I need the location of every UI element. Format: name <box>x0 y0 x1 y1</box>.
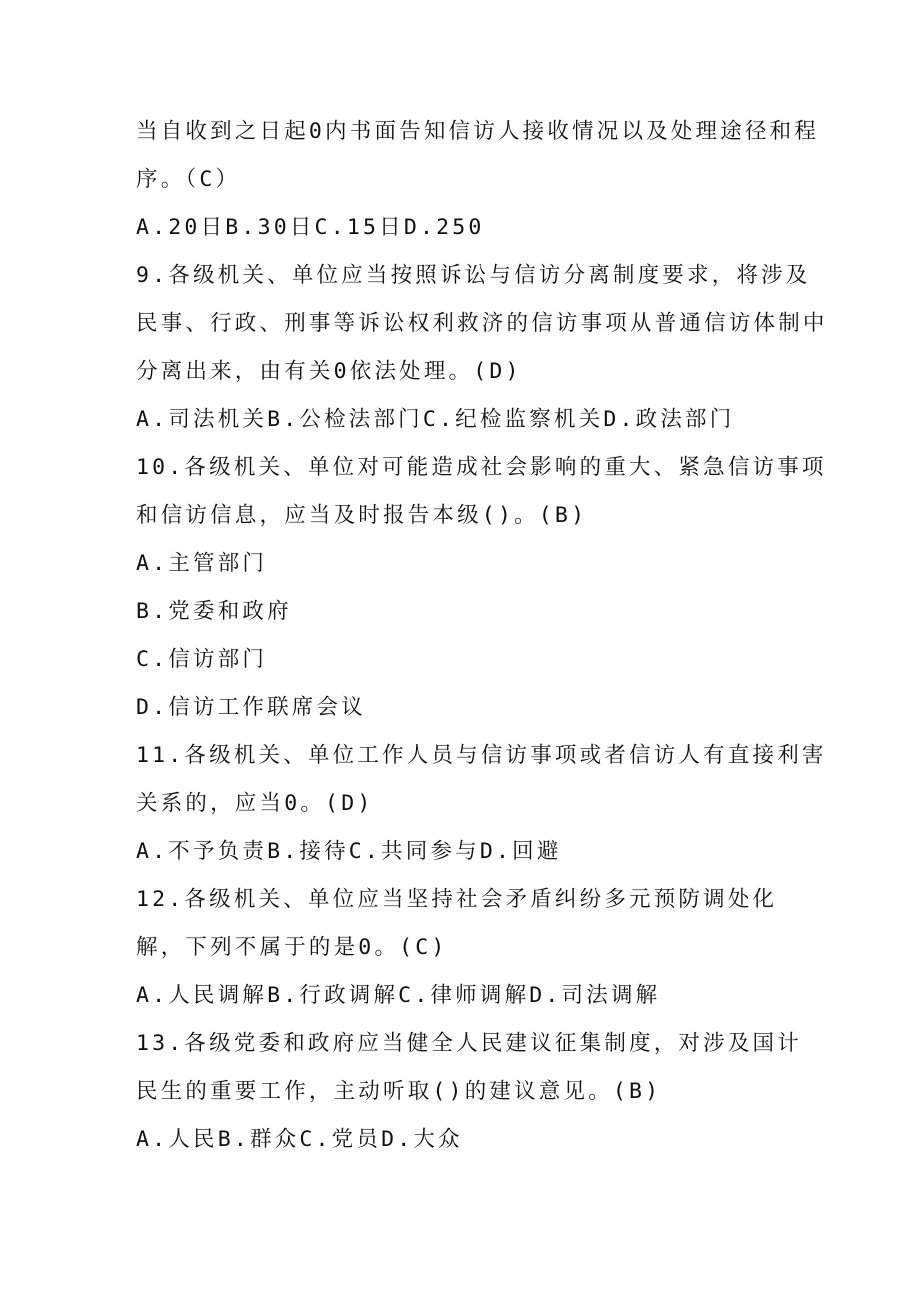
question-13-line-1: 13.各级党委和政府应当健全人民建议征集制度，对涉及国计 <box>136 1031 802 1056</box>
question-9-line-3: 分离出来，由有关0依法处理。(D) <box>136 359 522 384</box>
question-11-line-2: 关系的，应当0。(D) <box>136 791 374 816</box>
question-9-line-1: 9.各级机关、单位应当按照诉讼与信访分离制度要求，将涉及 <box>136 263 811 288</box>
question-11-line-1: 11.各级机关、单位工作人员与信访事项或者信访人有直接利害 <box>136 743 827 768</box>
question-12-options: A.人民调解B.行政调解C.律师调解D.司法调解 <box>136 983 661 1008</box>
text-line-2: 序。（C） <box>136 167 241 192</box>
question-10-option-a: A.主管部门 <box>136 551 268 576</box>
question-10-line-1: 10.各级机关、单位对可能造成社会影响的重大、紧急信访事项 <box>136 455 827 480</box>
question-10-line-2: 和信访信息，应当及时报告本级()。(B) <box>136 503 588 528</box>
question-10-option-b: B.党委和政府 <box>136 599 292 624</box>
question-11-options: A.不予负责B.接待C.共同参与D.回避 <box>136 839 562 864</box>
question-13-line-2: 民生的重要工作，主动听取()的建议意见。(B) <box>136 1079 662 1104</box>
question-9-options: A.司法机关B.公检法部门C.纪检监察机关D.政法部门 <box>136 407 735 432</box>
text-line-3: A.20日B.30日C.15日D.250 <box>136 215 485 240</box>
question-10-option-d: D.信访工作联席会议 <box>136 695 366 720</box>
question-12-line-2: 解，下列不属于的是0。(C) <box>136 935 448 960</box>
text-line-1: 当自收到之日起0内书面告知信访人接收情况以及处理途径和程 <box>136 119 820 144</box>
question-12-line-1: 12.各级机关、单位应当坚持社会矛盾纠纷多元预防调处化 <box>136 887 778 912</box>
question-9-line-2: 民事、行政、刑事等诉讼权利救济的信访事项从普通信访体制中 <box>136 311 828 336</box>
question-13-options: A.人民B.群众C.党员D.大众 <box>136 1127 463 1152</box>
question-10-option-c: C.信访部门 <box>136 647 268 672</box>
